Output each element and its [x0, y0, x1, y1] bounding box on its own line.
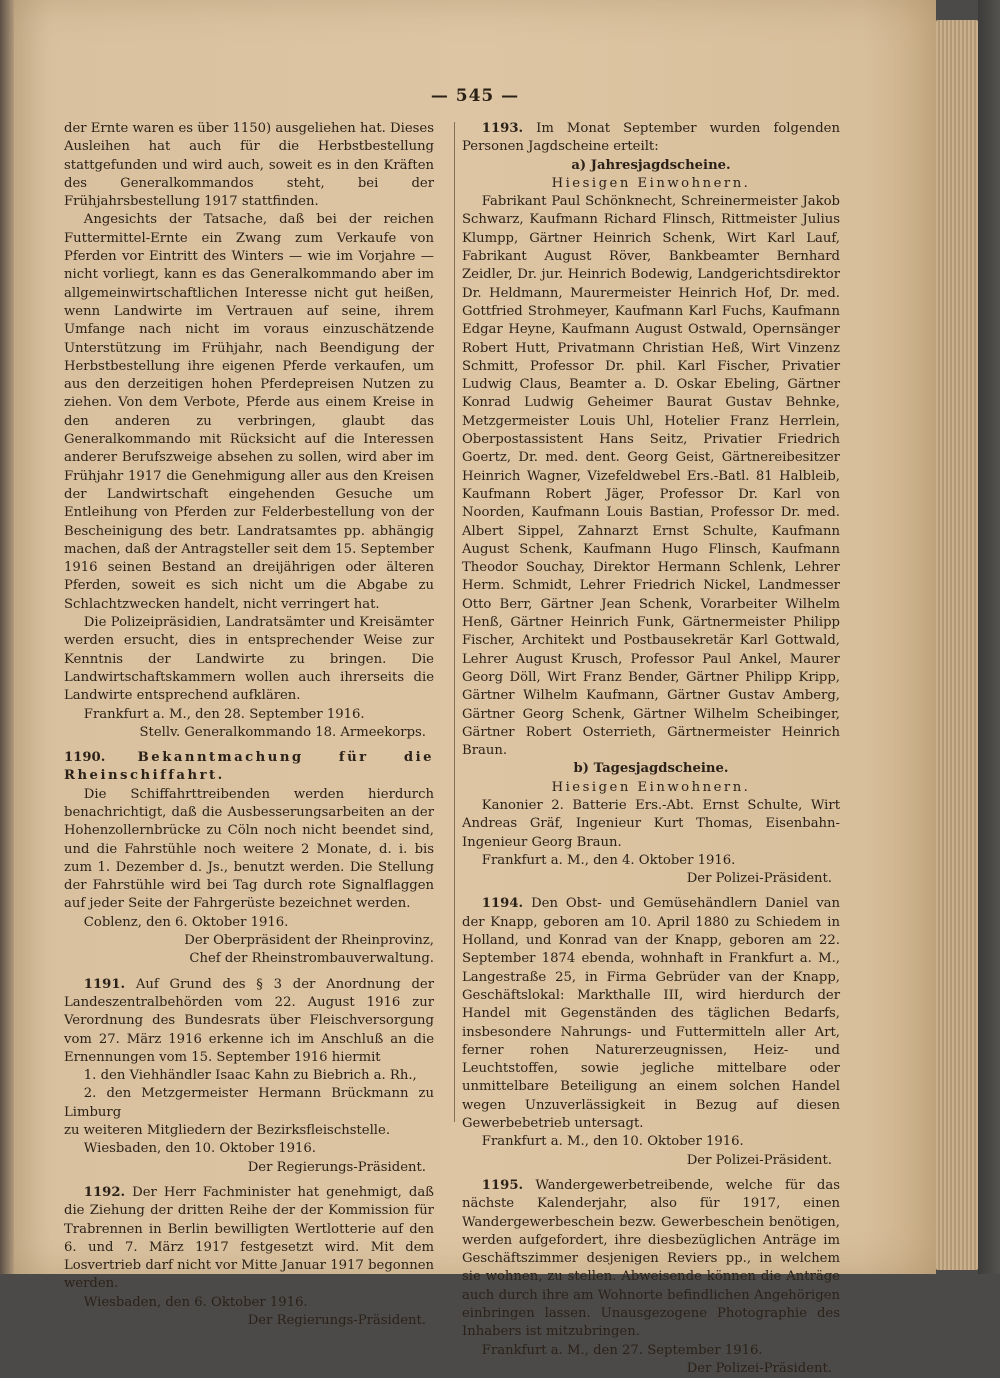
page-number: — 545 —: [430, 86, 520, 106]
dateline: Coblenz, den 6. Oktober 1916.: [83, 914, 289, 930]
notice-number: 1190.: [64, 750, 106, 766]
notice-number: 1194.: [481, 896, 524, 912]
notice-1190: [64, 749, 434, 786]
book-cover: [978, 0, 1000, 1274]
paragraph: Angesichts der Tatsache, daß bei der reichen Futtermittel-Ernte ein Zwang zum Verkaufe von Pferden vor Eintritt des Winters — wie im Vorjahre — nicht vorliegt, kann es das Generalkommando aber im allgemeinwirtschaftlichen Interesse nicht gut heißen, wenn Landwirte im Vertrauen auf seine, ihrem Umfange nach nicht im voraus einzuschätzende Unterstützung im Frühjahr, nach Beendigung der Herbstbestellung ihre eigenen Pferde verkaufen, um aus den derzeitigen hohen Pferdepreisen Nutzen zu ziehen. Von dem Verbote, Pferde aus einem Kreise in den anderen zu verbringen, glaubt das Generalkommando mit Rücksicht auf die Interessen anderer Berufszweige absehen zu sollen, wird aber im Frühjahr 1917 die Genehmigung aller aus den Kreisen der Landwirtschaft eingehenden Gesuche um Entleihung von Pferden zur Felderbestellung von der Bescheinigung des betr. Landratsamtes pp. abhängig machen, daß der Antragsteller seit dem 15. September 1916 seinen Bestand an dreijährigen oder älteren Pferden, soweit es sich nicht um die Abgabe zu Schlachtzwecken handelt, nicht verringert hat.: [64, 212, 434, 612]
signature: Der Polizei-Präsident.: [686, 871, 832, 887]
notice-number: 1191.: [83, 976, 126, 992]
left-column: [64, 120, 434, 1330]
notice-number: 1192.: [83, 1184, 126, 1200]
dateline: Wiesbaden, den 10. Oktober 1916.: [83, 1141, 316, 1157]
signature: Der Regierungs-Präsident.: [247, 1313, 426, 1328]
paragraph: Die Schiffahrttreibenden werden hierdurch benachrichtigt, daß die Ausbesserungsarbeiten an der Hohenzollernbrücke zu Cöln noch nicht beendet sind, und die Fahrstühle noch weitere 2 Monate, d. i. bis zum 1. Dezember d. Js., benutzt werden. Die Stellung der Fahrstühle wird bei Tag durch rote Signalflaggen auf jeder Seite der Fahrgerüste bezeichnet werden.: [64, 786, 434, 912]
notice-number: 1193.: [481, 121, 524, 136]
notice-text: Wandergewerbetreibende, welche für das nächste Kalenderjahr, also für 1917, einen Wandergewerbeschein bezw. Gewerbeschein benötigen, werden aufgefordert, ihre diesbezüglichen Anträge im Geschäftszimmer desjenigen Reviers pp., in welchem sie wohnen, zu stellen. Abweisende können die Anträge auch durch ihre am Wohnorte befindlichen Angehörigen einbringen lassen. Unausgezogene Photographie des Inhabers ist mitzubringen.: [462, 1177, 840, 1340]
adjacent-page-edge: [0, 0, 14, 1274]
notice-1191: [64, 976, 434, 1067]
notice-heading: Bekanntmachung für die Rheinschiffahrt.: [64, 750, 434, 784]
dateline: Wiesbaden, den 6. Oktober 1916.: [83, 1294, 308, 1310]
notice-1192: [64, 1184, 434, 1294]
signature: Der Polizei-Präsident.: [686, 1152, 832, 1168]
subheading: Hiesigen Einwohnern.: [551, 175, 751, 191]
notice-text: Im Monat September wurden folgenden Personen Jagdscheine erteilt:: [462, 121, 840, 155]
name-list: Kanonier 2. Batterie Ers.-Abt. Ernst Schulte, Wirt Andreas Gräf, Ingenieur Kurt Thomas, Eisenbahn-Ingenieur Georg Braun.: [462, 797, 840, 850]
notice-1195: [462, 1177, 840, 1342]
notice-1193: [462, 120, 840, 157]
dateline: Frankfurt a. M., den 10. Oktober 1916.: [481, 1134, 744, 1150]
page-stack-edge: [936, 20, 978, 1270]
name-list: Fabrikant Paul Schönknecht, Schreinermeister Jakob Schwarz, Kaufmann Richard Flinsch, Rittmeister Julius Klumpp, Gärtner Heinrich Schenk, Wirt Karl Lauf, Fabrikant August Röver, Bankbeamter Bernhard Zeidler, Dr. jur. Heinrich Bodewig, Landgerichtsdirektor Dr. Heldmann, Maurermeister Heinrich Hof, Dr. med. Gottfried Strohmeyer, Kaufmann Karl Fuchs, Kaufmann Edgar Heyne, Kaufmann August Ostwald, Opernsänger Robert Hutt, Privatmann Christian Heß, Wirt Vinzenz Schmitt, Professor Dr. phil. Karl Fischer, Privatier Ludwig Claus, Beamter a. D. Oskar Ebeling, Gärtner Konrad Ludwig Geheimer Baurat Gustav Behnke, Metzgermeister Louis Uhl, Hotelier Franz Herrlein, Oberpostassistent Hans Seitz, Privatier Friedrich Goertz, Dr. med. dent. Georg Geist, Gärtnereibesitzer Heinrich Wagner, Vizefeldwebel Ers.-Batl. 81 Halbleib, Kaufmann Robert Jäger, Professor Dr. Karl von Noorden, Kaufmann Louis Bastian, Professor Dr. med. Albert Sippel, Zahnarzt Ernst Schulte, Kaufmann August Schenk, Kaufmann Hugo Flinsch, Kaufmann Theodor Souchay, Direktor Hermann Schlenk, Lehrer Herm. Schmidt, Lehrer Friedrich Nickel, Landmesser Otto Berr, Gärtner Jean Schenk, Vorarbeiter Wilhelm Henß, Gärtner Heinrich Funk, Gärtnermeister Philipp Fischer, Architekt und Postbausekretär Karl Gottwald, Lehrer August Krusch, Professor Paul Ankel, Maurer Georg Döll, Wirt Franz Bender, Gärtner Philipp Kripp, Gärtner Wilhelm Kaufmann, Gärtner Gustav Amberg, Gärtner Georg Schenk, Gärtner Wilhelm Scheibinger, Gärtner Robert Osterrieth, Gärtnermeister Heinrich Braun.: [462, 194, 840, 759]
list-item: 1. den Viehhändler Isaac Kahn zu Biebrich a. Rh.,: [83, 1068, 417, 1084]
signature: Chef der Rheinstrombauverwaltung.: [189, 951, 434, 967]
list-item-continuation: zu weiteren Mitgliedern der Bezirksfleischstelle.: [64, 1123, 391, 1139]
continued-paragraph: der Ernte waren es über 1150) ausgeliehen hat. Dieses Ausleihen hat auch für die Herbstbestellung stattgefunden und wird auch, soweit es in den Kräften des Generalkommandos steht, bei der Frühjahrsbestellung 1917 stattfinden.: [64, 121, 434, 210]
notice-text: Den Obst- und Gemüsehändlern Daniel van der Knapp, geboren am 10. April 1880 zu Schiedem in Holland, und Konrad van der Knapp, geboren am 22. September 1874 ebenda, wohnhaft in Frankfurt a. M., Langestraße 25, in Firma Gebrüder van der Knapp, Geschäftslokal: Markthalle III, wird hierdurch der Handel mit Gegenständen des täglichen Bedarfs, insbesondere Nahrungs- und Futtermitteln aller Art, ferner rohen Naturerzeugnissen, Heiz- und Leuchtstoffen, sowie jegliche mittelbare oder unmittelbare Beteiligung an einem solchen Handel wegen Unzuverlässigkeit in Bezug auf diesen Gewerbebetrieb untersagt.: [462, 896, 840, 1132]
notice-text: Der Herr Fachminister hat genehmigt, daß die Ziehung der dritten Reihe der der Kommission für Trabrennen in Berlin bewilligten Wertlotterie auf den 6. und 7. März 1917 festgesetzt wird. Mit dem Losvertrieb darf nicht vor Mitte Januar 1917 begonnen werden.: [64, 1184, 434, 1292]
signature: Stellv. Generalkommando 18. Armeekorps.: [139, 724, 426, 740]
subheading: b) Tagesjagdscheine.: [573, 761, 729, 777]
dateline: Frankfurt a. M., den 28. September 1916.: [83, 706, 365, 722]
dateline: Frankfurt a. M., den 4. Oktober 1916.: [481, 852, 736, 868]
signature: Der Polizei-Präsident.: [686, 1360, 832, 1376]
signature: Der Oberpräsident der Rheinprovinz,: [184, 933, 434, 949]
subheading: Hiesigen Einwohnern.: [551, 779, 751, 795]
column-divider: [454, 122, 455, 1122]
notice-1194: [462, 895, 840, 1133]
book-page: [14, 0, 936, 1376]
signature: Der Regierungs-Präsident.: [247, 1159, 426, 1175]
subheading: a) Jahresjagdscheine.: [571, 157, 731, 173]
notice-number: 1195.: [481, 1177, 524, 1193]
paragraph: Die Polizeipräsidien, Landratsämter und Kreisämter werden ersucht, dies in entsprechender Weise zur Kenntnis der Landwirte zu bringen. Die Landwirtschaftskammern wollen auch ihrerseits die Landwirte entsprechend aufklären.: [64, 615, 434, 704]
notice-text: Auf Grund des § 3 der Anordnung der Landeszentralbehörden vom 22. August 1916 zur Verordnung des Bundesrats über Fleischversorgung vom 27. März 1916 erkenne ich im Anschluß an die Ernennungen vom 15. September 1916 hiermit: [64, 976, 434, 1065]
dateline: Frankfurt a. M., den 27. September 1916.: [481, 1342, 763, 1358]
list-item: 2. den Metzgermeister Hermann Brückmann zu Limburg: [64, 1086, 434, 1120]
right-column: [462, 120, 840, 1378]
